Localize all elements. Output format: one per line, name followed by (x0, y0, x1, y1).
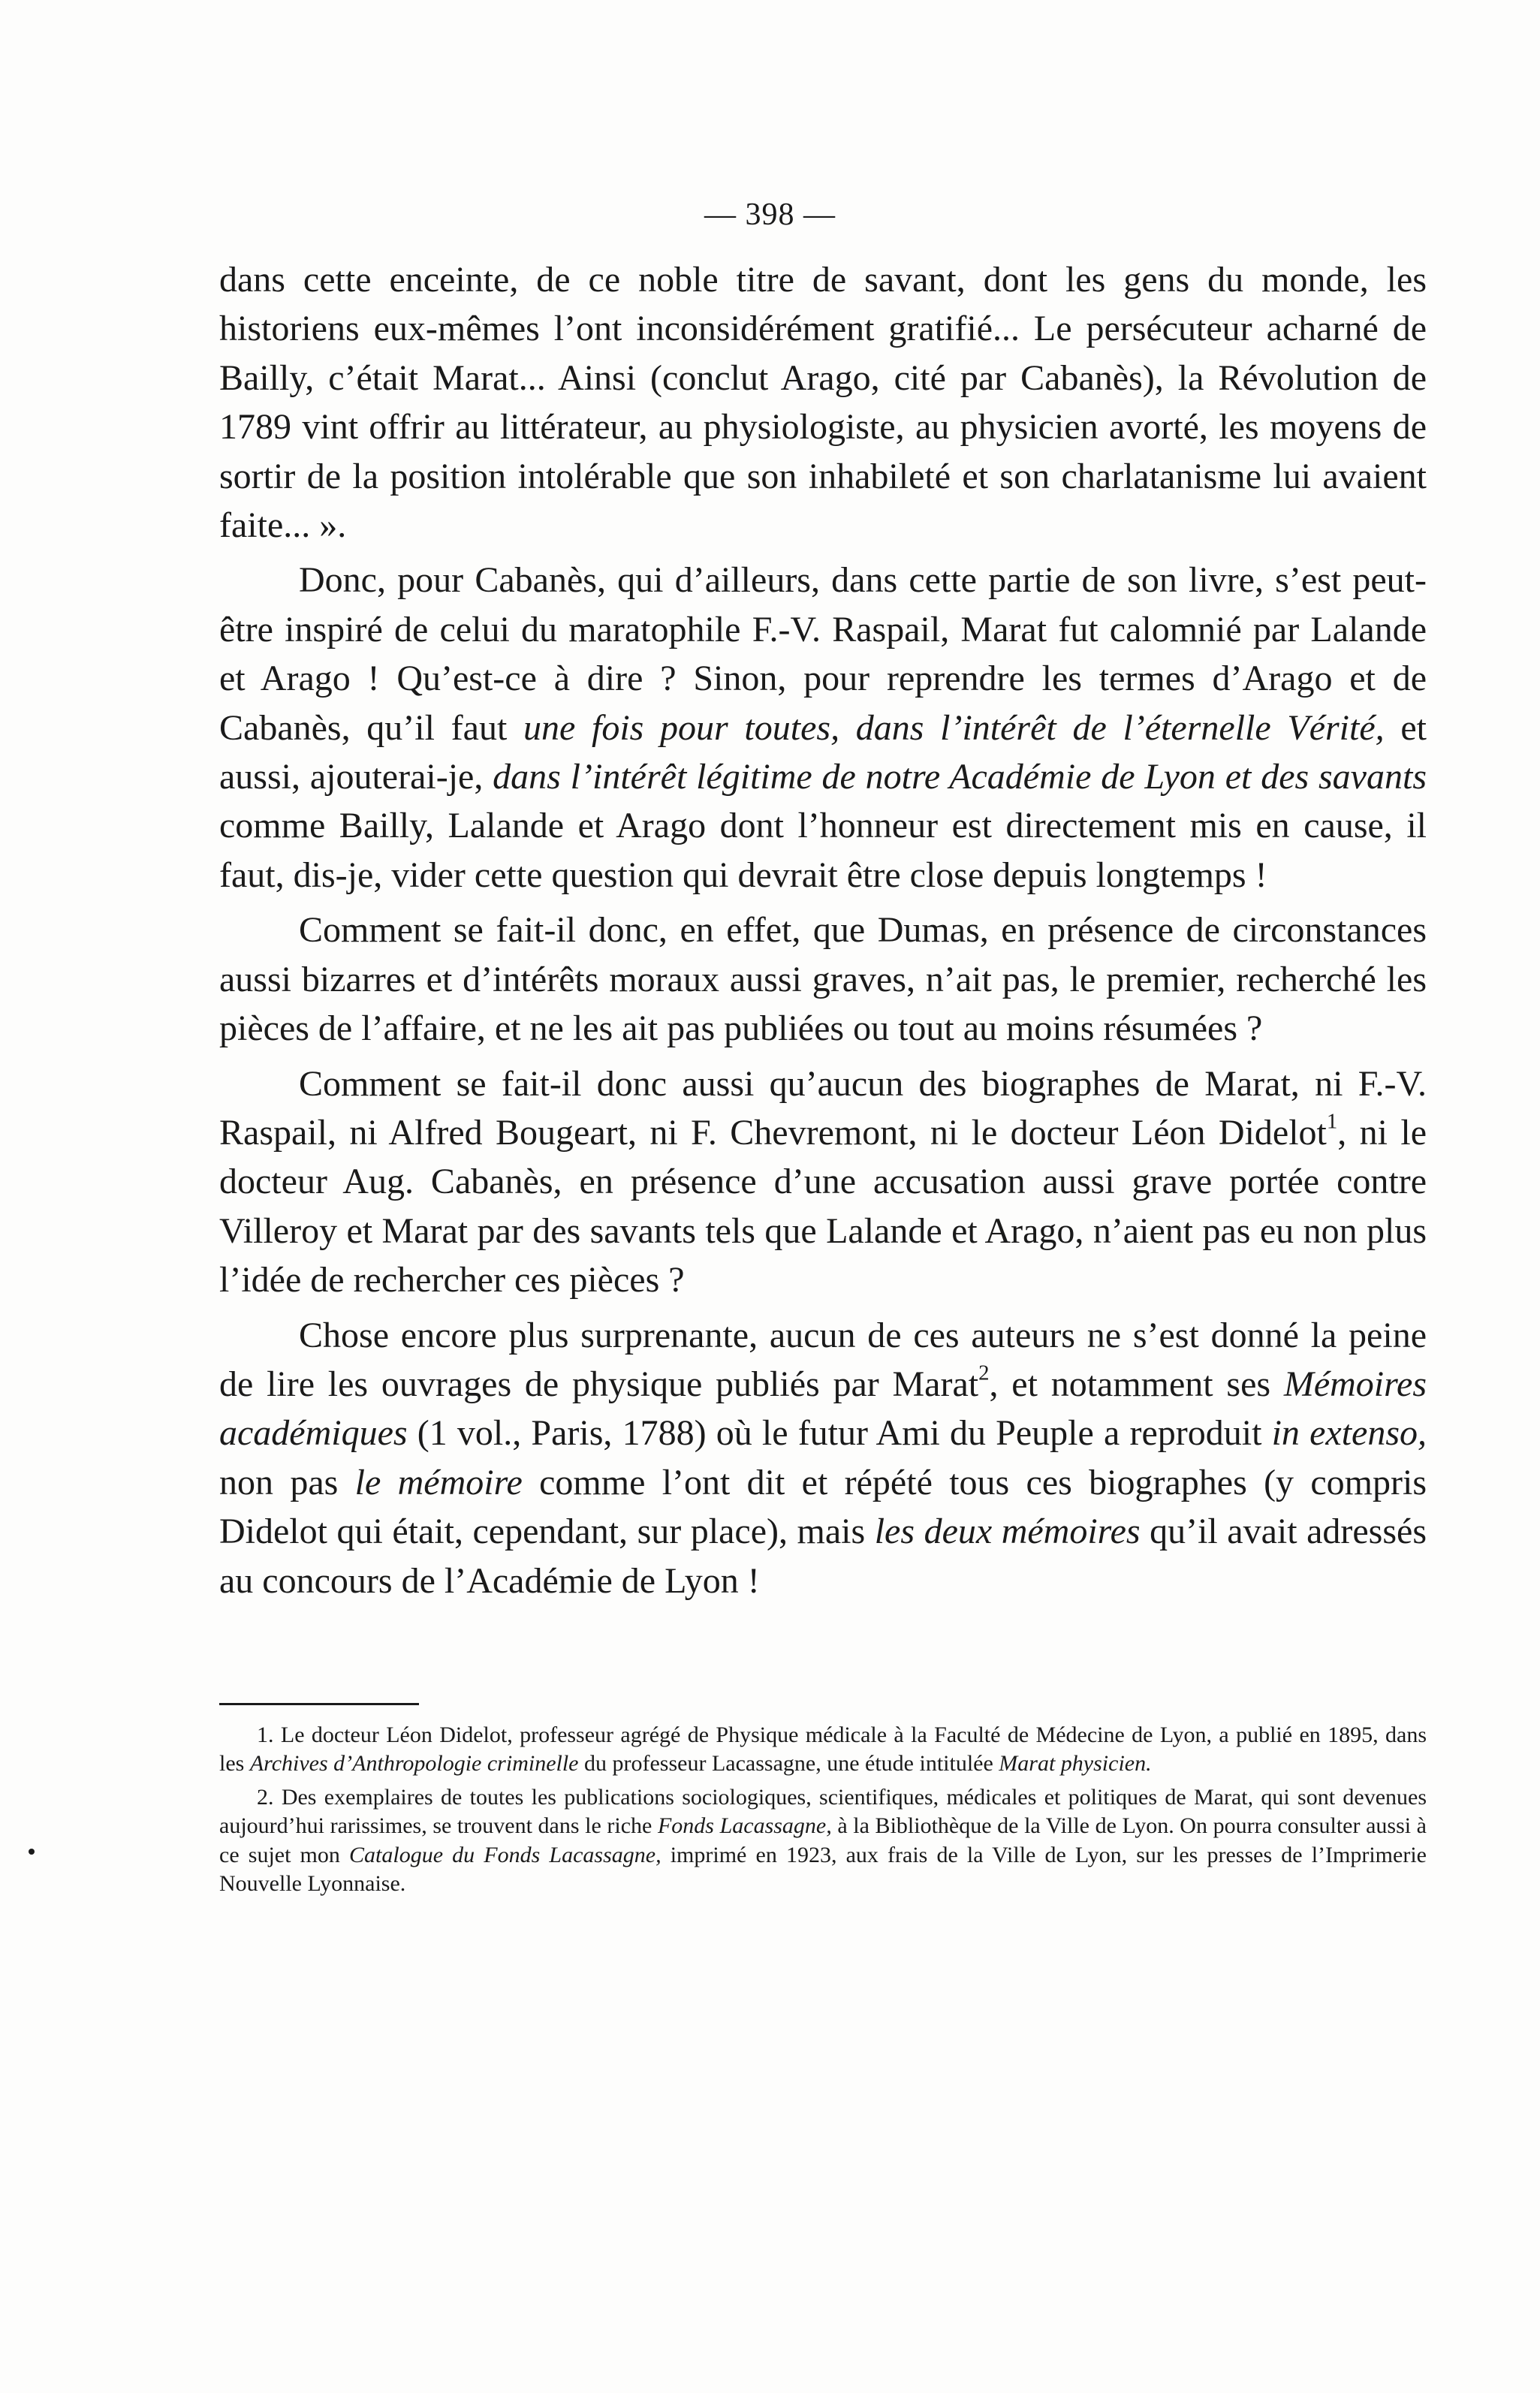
paragraph (219, 255, 1427, 550)
paragraph (219, 1059, 1427, 1305)
text-run: du professeur Lacassagne, une étude intitulée (578, 1751, 999, 1777)
text-run: , et notamment ses (989, 1364, 1284, 1404)
italic-text: Catalogue du Fonds Lacassagne, (349, 1842, 662, 1867)
italic-text: Mémoires académiques (219, 1364, 1427, 1454)
text-run: comme l’ont dit et répété tous ces biographes (y compris Didelot qui était, cependant, sur place), mais (219, 1462, 1427, 1552)
paragraph (219, 1311, 1427, 1605)
margin-dot (29, 1849, 35, 1855)
body-text (219, 255, 1427, 1605)
italic-text: Marat physicien. (999, 1751, 1152, 1777)
text-run: Chose encore plus surprenante, aucun de ces auteurs ne s’est donné la peine de lire les ouvrages de physique publiés par Marat (219, 1315, 1427, 1404)
italic-text: Fonds Lacassagne, (657, 1813, 832, 1839)
text-run: non pas (219, 1462, 355, 1502)
text-run: comme Bailly, Lalande et Arago dont l’honneur est directement mis en cause, il faut, dis-je, vider cette question qui devrait être close depuis longtemps ! (219, 806, 1427, 895)
text-run: , ni le docteur Aug. Cabanès, en présence d’une accusation aussi grave portée contre Villeroy et Marat par des savants tels que Lalande et Arago, n’aient pas eu non plus l’idée de rechercher ces pièces ? (219, 1112, 1427, 1300)
text-run: imprimé en 1923, aux frais de la Ville de Lyon, sur les presses de l’Imprimerie Nouvelle Lyonnaise. (219, 1842, 1427, 1897)
text-run: et aussi, ajouterai-je, (219, 707, 1427, 797)
paragraph (219, 556, 1427, 900)
text-run: 1. Le docteur Léon Didelot, professeur agrégé de Physique médicale à la Faculté de Médecine de Lyon, a publié en 1895, dans les (219, 1722, 1427, 1777)
text-run: 2. Des exemplaires de toutes les publications sociologiques, scientifiques, médicales et politiques de Marat, qui sont devenues aujourd’hui rarissimes, se trouvent dans le riche (219, 1784, 1427, 1839)
footnotes (219, 1721, 1427, 1903)
text-run: Donc, pour Cabanès, qui d’ailleurs, dans cette partie de son livre, s’est peut-être inspiré de celui du maratophile F.-V. Raspail, Marat fut calomnié par Lalande et Arago ! Qu’est-ce à dire ? Sinon, pour reprendre les termes d’Arago et de Cabanès, qu’il faut (219, 560, 1427, 748)
italic-text: dans l’intérêt légitime de notre Académie de Lyon et des savants (493, 757, 1427, 797)
italic-text: le mémoire (354, 1462, 523, 1502)
text-run: qu’il avait adressés au concours de l’Académie de Lyon ! (219, 1511, 1427, 1601)
text-run: à la Bibliothèque de la Ville de Lyon. On pourra consulter aussi à ce sujet mon (219, 1813, 1427, 1867)
footnote-divider (219, 1703, 419, 1705)
italic-text: une fois pour toutes, dans l’intérêt de l’éternelle Vérité, (523, 707, 1385, 748)
italic-text: Archives d’Anthropologie criminelle (249, 1751, 579, 1777)
italic-text: les deux mémoires (874, 1511, 1141, 1552)
footnote-reference: 2 (978, 1361, 990, 1385)
page-number: — 398 — (704, 197, 836, 232)
text-run: Comment se fait-il donc, en effet, que Dumas, en présence de circonstances aussi bizarres et d’intérêts moraux aussi graves, n’ait pas, le premier, recherché les pièces de l’affaire, et ne les ait pas publiées ou tout au moins résumées ? (219, 910, 1427, 1049)
text-run: Comment se fait-il donc aussi qu’aucun des biographes de Marat, ni F.-V. Raspail, ni Alfred Bougeart, ni F. Chevremont, ni le docteur Léon Didelot (219, 1063, 1427, 1153)
footnote-reference: 1 (1326, 1109, 1338, 1134)
footnote (219, 1721, 1427, 1779)
italic-text: in extenso, (1271, 1413, 1427, 1454)
paragraph (219, 906, 1427, 1053)
text-run: (1 vol., Paris, 1788) où le futur Ami du Peuple a reproduit (407, 1413, 1272, 1454)
footnote (219, 1783, 1427, 1899)
text-run: dans cette enceinte, de ce noble titre de savant, dont les gens du monde, les historiens eux-mêmes l’ont inconsidérément gratifié... Le persécuteur acharné de Bailly, c’était Marat... Ainsi (conclut Arago, cité par Cabanès), la Révolution de 1789 vint offrir au littérateur, au physiologiste, au physicien avorté, les moyens de sortir de la position intolérable que son inhabileté et son charlatanisme lui avaient faite... ». (219, 260, 1427, 546)
